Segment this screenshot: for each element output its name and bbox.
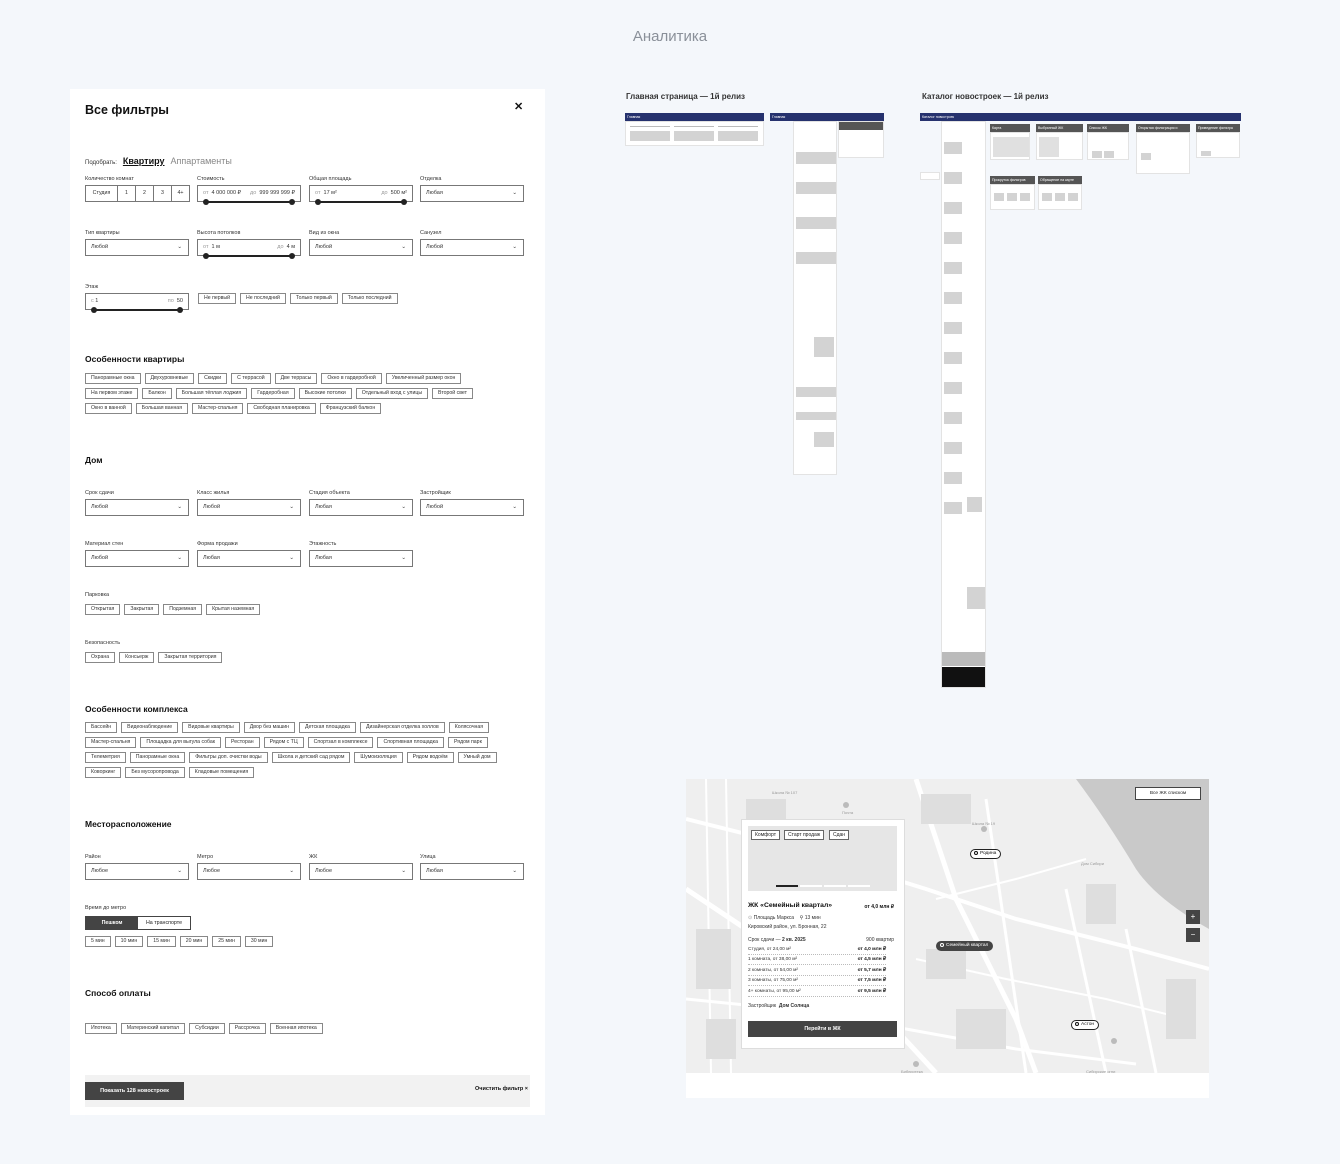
row-price: от 9,5 млн ₽ [857, 989, 886, 994]
pin-label: Семейный квартал [946, 943, 989, 948]
view-label: Вид из окна [309, 230, 340, 236]
close-icon[interactable]: ✕ [514, 101, 524, 113]
catalog-card-bar: Карта [990, 124, 1030, 132]
chip[interactable]: Субсидии [189, 1023, 225, 1034]
metro-select[interactable] [197, 863, 301, 880]
chevron-down-icon: ⌄ [512, 190, 517, 196]
complex-tag: Комфорт [751, 830, 780, 840]
row-price: от 4,5 млн ₽ [857, 957, 886, 962]
walk-time: 13 мин [804, 915, 821, 921]
ceiling-label: Высота потолков [197, 230, 241, 236]
chevron-down-icon: ⌄ [177, 504, 182, 510]
room-option[interactable]: 4+ [177, 190, 184, 196]
metro-icon: ⊙ [748, 915, 753, 921]
bathroom-select[interactable] [420, 239, 524, 256]
finish-value: Любая [426, 190, 443, 196]
row-label: 2 комнаты, от 54,00 м² [748, 968, 798, 973]
chip[interactable]: Скидки [198, 373, 227, 384]
chip[interactable]: Школа и детский сад рядом [272, 752, 351, 763]
catalog-release-title: Каталог новостроек — 1й релиз [922, 92, 1049, 101]
flat-features-chips [85, 373, 485, 414]
floor-from: 1 [95, 298, 99, 304]
district-value: Любое [91, 868, 109, 874]
chip[interactable]: Панорамные окна [130, 752, 186, 763]
floor-chips [198, 293, 498, 304]
zoom-out-button[interactable]: − [1186, 928, 1200, 942]
chip[interactable]: Подземная [163, 604, 202, 615]
metro-name: Площадь Маркса [753, 915, 795, 921]
chip[interactable]: 30 мин [245, 936, 274, 947]
metro-label: Метро [197, 854, 214, 860]
chevron-down-icon: ⌄ [512, 244, 517, 250]
street-label: Улица [420, 854, 436, 860]
ceiling-from-prefix: от [203, 244, 209, 250]
complex-value: Любое [315, 868, 333, 874]
chip[interactable]: Балкон [142, 388, 171, 399]
deadline-label: Срок сдачи [85, 490, 114, 496]
section-title: Особенности комплекса [85, 704, 188, 714]
map-label: Дом Сибири [1081, 861, 1104, 866]
chevron-down-icon: ⌄ [177, 244, 182, 250]
map-label: Сибирские огни [1086, 1069, 1116, 1074]
catalog-card-thumbnail[interactable] [1038, 184, 1082, 210]
street-select[interactable] [420, 863, 524, 880]
developer-label: Застройщик [748, 1003, 777, 1009]
floor-to: 50 [176, 298, 183, 304]
complex-select[interactable] [309, 863, 413, 880]
parking-chips [85, 604, 385, 615]
location-pin-icon [974, 851, 978, 855]
chip[interactable]: Большая ванная [136, 403, 188, 414]
chip[interactable]: Две террасы [275, 373, 318, 384]
pin-label: Астон [1081, 1022, 1095, 1027]
chip[interactable]: Крытая наземная [206, 604, 260, 615]
area-from-prefix: от [315, 190, 321, 196]
row-label: 3 комнаты, от 75,00 м² [748, 978, 798, 983]
flat-type-label: Тип квартиры [85, 230, 120, 236]
location-pin-icon [1075, 1022, 1079, 1026]
chip[interactable]: Рядом с ТЦ [264, 737, 304, 748]
chip[interactable]: Видовые квартиры [182, 722, 240, 733]
chip[interactable]: Только последний [342, 293, 398, 304]
mode-transport[interactable]: На транспорте [145, 920, 183, 926]
chip[interactable]: Фильтры доп. очистки воды [189, 752, 267, 763]
clear-filter-label: Очистить фильтр [475, 1086, 524, 1092]
chip[interactable]: Коворкинг [85, 767, 121, 778]
parking-label: Парковка [85, 592, 110, 598]
complex-address: Кировский район, ул. Бронная, 22 [748, 924, 827, 930]
deadline-info [748, 937, 806, 943]
location-pin-icon [940, 943, 944, 947]
area-to-prefix: до [381, 190, 388, 196]
chip[interactable]: Спортзал в комплексе [308, 737, 374, 748]
close-icon: × [524, 1086, 528, 1092]
row-price: от 5,7 млн ₽ [857, 968, 886, 973]
complex-label: ЖК [309, 854, 318, 860]
complex-features-chips [85, 722, 515, 778]
ceiling-range[interactable] [197, 239, 301, 256]
section-title: Способ оплаты [85, 988, 151, 998]
chevron-down-icon: ⌄ [289, 504, 294, 510]
ceiling-to: 4 м [286, 244, 295, 250]
deadline-value: 2 кв. 2025 [782, 937, 806, 943]
developer-select[interactable] [420, 499, 524, 516]
chip[interactable]: Ресторан [225, 737, 260, 748]
chip[interactable]: Дизайнерская отделка холлов [360, 722, 445, 733]
floor-label: Этаж [85, 284, 99, 290]
catalog-card-thumbnail[interactable] [1036, 132, 1083, 160]
bathroom-value: Любой [426, 244, 444, 250]
home-frame-thumbnail[interactable] [625, 121, 764, 146]
chip[interactable]: Только первый [290, 293, 338, 304]
deadline-label: Срок сдачи — [748, 937, 781, 943]
chip[interactable]: Не последний [240, 293, 286, 304]
home-frame-bar: Главная [770, 113, 884, 121]
developer-info [748, 1003, 809, 1009]
chip[interactable]: Закрытая территория [158, 652, 222, 663]
map-label: Школа № 19 [972, 821, 996, 826]
chip[interactable]: Кладовые помещения [189, 767, 254, 778]
complex-card [741, 819, 905, 1049]
chip[interactable]: Высокие потолки [299, 388, 352, 399]
chip[interactable]: Ипотека [85, 1023, 117, 1034]
pick-selector [85, 156, 232, 166]
payment-chips [85, 1023, 385, 1034]
chevron-down-icon: ⌄ [177, 555, 182, 561]
complex-tag: Сдан [829, 830, 849, 840]
catalog-long-thumbnail[interactable] [941, 121, 986, 688]
chip[interactable]: Большая тёплая лоджия [176, 388, 248, 399]
chip[interactable]: Мастер-спальня [85, 737, 136, 748]
metro-mode-toggle [85, 916, 191, 930]
chip[interactable]: 25 мин [212, 936, 241, 947]
chip[interactable]: Французский балкон [320, 403, 381, 414]
cost-to-prefix: до [250, 190, 257, 196]
chip[interactable]: Материнский капитал [121, 1023, 185, 1034]
chip[interactable]: Панорамные окна [85, 373, 141, 384]
tab-apartments[interactable]: Аппартаменты [170, 156, 232, 166]
floor-range[interactable] [85, 293, 189, 310]
security-chips [85, 652, 385, 663]
home-menu-thumbnail[interactable] [838, 121, 884, 158]
stage-value: Любая [315, 504, 332, 510]
row-label: 1 комната, от 38,00 м² [748, 957, 798, 962]
flats-count: 900 квартир [866, 937, 894, 943]
photo-pagination[interactable] [776, 885, 870, 887]
finish-label: Отделка [420, 176, 442, 182]
chip[interactable]: Бассейн [85, 722, 117, 733]
chevron-down-icon: ⌄ [401, 244, 406, 250]
class-select[interactable] [197, 499, 301, 516]
chip[interactable]: Окно в гардеробной [321, 373, 381, 384]
map-pin-aston[interactable] [1071, 1020, 1099, 1030]
sale-form-value: Любая [203, 555, 220, 561]
area-label: Общая площадь [309, 176, 352, 182]
catalog-card-bar: Приведение фильтра [1196, 124, 1240, 132]
page-title: Аналитика [632, 28, 708, 45]
complex-price-from: от 4,0 млн ₽ [864, 904, 894, 910]
cost-slider[interactable] [206, 201, 292, 203]
walls-select[interactable] [85, 550, 189, 567]
ceiling-to-prefix: до [277, 244, 284, 250]
catalog-frame-bar: Каталог новостроек [920, 113, 1241, 121]
cost-to: 999 999 999 ₽ [259, 190, 295, 196]
walk-icon: ⚲ [799, 915, 804, 921]
security-label: Безопасность [85, 640, 121, 646]
chip[interactable]: Окно в ванной [85, 403, 132, 414]
price-row [748, 957, 886, 965]
catalog-card-thumbnail[interactable] [1136, 132, 1190, 174]
room-option[interactable]: 2 [136, 186, 154, 201]
district-label: Район [85, 854, 101, 860]
chip[interactable]: Мастер-спальня [192, 403, 243, 414]
catalog-card-thumbnail[interactable] [990, 132, 1030, 160]
flat-type-value: Любой [91, 244, 109, 250]
chip[interactable]: 5 мин [85, 936, 111, 947]
price-row [748, 947, 886, 955]
chip[interactable]: Без мусоропровода [125, 767, 184, 778]
cost-label: Стоимость [197, 176, 225, 182]
map-label: Библиотека [901, 1069, 923, 1074]
all-filters-panel [70, 89, 545, 1115]
rooms-selector [85, 185, 190, 202]
street-value: Любая [426, 868, 443, 874]
area-to: 500 м² [390, 190, 407, 196]
chip[interactable]: Двухуровневые [145, 373, 195, 384]
chevron-down-icon: ⌄ [289, 868, 294, 874]
rooms-label: Количество комнат [85, 176, 134, 182]
stage-select[interactable] [309, 499, 413, 516]
chevron-down-icon: ⌄ [512, 868, 517, 874]
chip[interactable]: Второй свет [432, 388, 473, 399]
chip[interactable]: Шумоизоляция [354, 752, 402, 763]
catalog-card-thumbnail[interactable] [990, 184, 1035, 210]
catalog-card-thumbnail[interactable] [1196, 132, 1240, 158]
floors-value: Любая [315, 555, 332, 561]
map-pin-semeyny[interactable] [936, 941, 993, 951]
class-value: Любой [203, 504, 221, 510]
row-label: Студия, от 24,00 м² [748, 947, 792, 952]
cost-from: 4 000 000 ₽ [211, 190, 242, 196]
home-frame-bar: Главная [625, 113, 764, 121]
map-view[interactable] [686, 779, 1209, 1098]
map-pin-rodina[interactable] [970, 849, 1001, 859]
view-select[interactable] [309, 239, 413, 256]
catalog-card-bar: Выбранный ЖК [1036, 124, 1083, 132]
chip[interactable]: Охрана [85, 652, 115, 663]
chip[interactable]: Умный дом [458, 752, 497, 763]
finish-select[interactable] [420, 185, 524, 202]
all-complexes-list-button[interactable]: Все ЖК списком [1135, 787, 1201, 800]
area-from: 17 м² [323, 190, 337, 196]
chip[interactable]: Детская площадка [299, 722, 356, 733]
walls-value: Любой [91, 555, 109, 561]
section-title: Дом [85, 455, 103, 465]
sale-form-label: Форма продажи [197, 541, 238, 547]
catalog-card-bar: Обращение на карте [1038, 176, 1082, 184]
section-title: Особенности квартиры [85, 354, 185, 364]
chevron-down-icon: ⌄ [401, 504, 406, 510]
home-long-thumbnail[interactable] [793, 121, 837, 475]
ceiling-from: 1 м [211, 244, 220, 250]
chip[interactable]: Телеметрия [85, 752, 126, 763]
stage-label: Стадия объекта [309, 490, 350, 496]
mode-walk[interactable]: Пешком [86, 917, 138, 929]
developer-name: Дом Солнца [778, 1003, 810, 1009]
area-slider[interactable] [318, 201, 404, 203]
home-release-title: Главная страница — 1й релиз [626, 92, 746, 101]
map-label: Школа № 107 [772, 790, 798, 795]
complex-photo[interactable] [748, 826, 897, 891]
floor-slider[interactable] [94, 309, 180, 311]
tab-flat[interactable]: Квартиру [122, 156, 165, 166]
price-row [748, 978, 886, 986]
developer-value: Любой [426, 504, 444, 510]
map-label: Почта [842, 810, 854, 815]
chevron-down-icon: ⌄ [177, 868, 182, 874]
chip[interactable]: Рассрочка [229, 1023, 266, 1034]
chip[interactable]: Открытая [85, 604, 120, 615]
chip[interactable]: 15 мин [147, 936, 176, 947]
chip[interactable]: Площадка для выгула собак [140, 737, 221, 748]
walls-label: Материал стен [85, 541, 124, 547]
chevron-down-icon: ⌄ [401, 868, 406, 874]
chip[interactable]: Увеличенный размер окон [386, 373, 462, 384]
chevron-down-icon: ⌄ [401, 555, 406, 561]
ceiling-slider[interactable] [206, 255, 292, 257]
chip[interactable]: Рядом водоём [407, 752, 454, 763]
metro-value: Любое [203, 868, 221, 874]
chip[interactable]: Гардеробная [251, 388, 294, 399]
catalog-card-bar: Открытая фильтрация и [1136, 124, 1190, 132]
filters-title: Все фильтры [85, 103, 169, 117]
room-option[interactable]: Студия [86, 186, 118, 201]
chip[interactable]: С террасой [231, 373, 270, 384]
chip[interactable]: Военная ипотека [270, 1023, 323, 1034]
flat-type-select[interactable] [85, 239, 189, 256]
chip[interactable]: Рядом парк [448, 737, 488, 748]
chip[interactable]: Закрытая [124, 604, 159, 615]
chip[interactable]: Отдельный вход с улицы [356, 388, 428, 399]
price-row [748, 989, 886, 997]
cost-range[interactable] [197, 185, 301, 202]
show-results-button[interactable]: Показать 128 новостроек [85, 1082, 184, 1100]
row-label: 4+ комнаты, от 95,00 м² [748, 989, 801, 994]
floors-label: Этажность [309, 541, 337, 547]
row-price: от 7,5 млн ₽ [857, 978, 886, 983]
chip[interactable]: Свободная планировка [247, 403, 315, 414]
chip[interactable]: 10 мин [115, 936, 144, 947]
go-to-complex-button[interactable]: Перейти в ЖК [748, 1021, 897, 1037]
cost-from-prefix: от [203, 190, 209, 196]
pin-label: Родина [980, 851, 997, 856]
chevron-down-icon: ⌄ [289, 555, 294, 561]
floors-select[interactable] [309, 550, 413, 567]
clear-filter-button[interactable] [475, 1086, 528, 1092]
floor-to-prefix: по [167, 298, 174, 304]
bathroom-label: Санузел [420, 230, 442, 236]
developer-label: Застройщик [420, 490, 451, 496]
zoom-in-button[interactable]: + [1186, 910, 1200, 924]
chevron-down-icon: ⌄ [512, 504, 517, 510]
chip[interactable]: Колясочная [449, 722, 489, 733]
chip[interactable]: Видеонаблюдение [121, 722, 178, 733]
area-range[interactable] [309, 185, 413, 202]
catalog-small-thumbnail[interactable] [920, 172, 940, 180]
chip[interactable]: Консьерж [119, 652, 154, 663]
chip[interactable]: Двор без машин [244, 722, 295, 733]
metro-time-label: Время до метро [85, 905, 127, 911]
pick-label: Подобрать: [85, 160, 117, 166]
section-title: Месторасположение [85, 819, 172, 829]
complex-tag: Старт продаж [784, 830, 824, 840]
district-select[interactable] [85, 863, 189, 880]
complex-name: ЖК «Семейный квартал» [748, 902, 833, 909]
chip[interactable]: 20 мин [180, 936, 209, 947]
sale-form-select[interactable] [197, 550, 301, 567]
room-option[interactable]: 1 [118, 186, 136, 201]
price-row [748, 968, 886, 976]
class-label: Класс жилья [197, 490, 230, 496]
catalog-card-bar: Прокрутка фильтров [990, 176, 1035, 184]
chip[interactable]: Спортивная площадка [377, 737, 443, 748]
deadline-value: Любой [91, 504, 109, 510]
deadline-select[interactable] [85, 499, 189, 516]
chip[interactable]: На первом этаже [85, 388, 138, 399]
row-price: от 4,0 млн ₽ [857, 947, 886, 952]
filters-footer [85, 1075, 530, 1107]
view-value: Любой [315, 244, 333, 250]
catalog-card-thumbnail[interactable] [1087, 132, 1129, 160]
metro-time-chips [85, 936, 385, 947]
metro-info [748, 915, 821, 921]
catalog-card-bar: Список ЖК [1087, 124, 1129, 132]
floor-from-prefix: с [91, 298, 94, 304]
chip[interactable]: Не первый [198, 293, 236, 304]
room-option[interactable]: 3 [154, 186, 172, 201]
